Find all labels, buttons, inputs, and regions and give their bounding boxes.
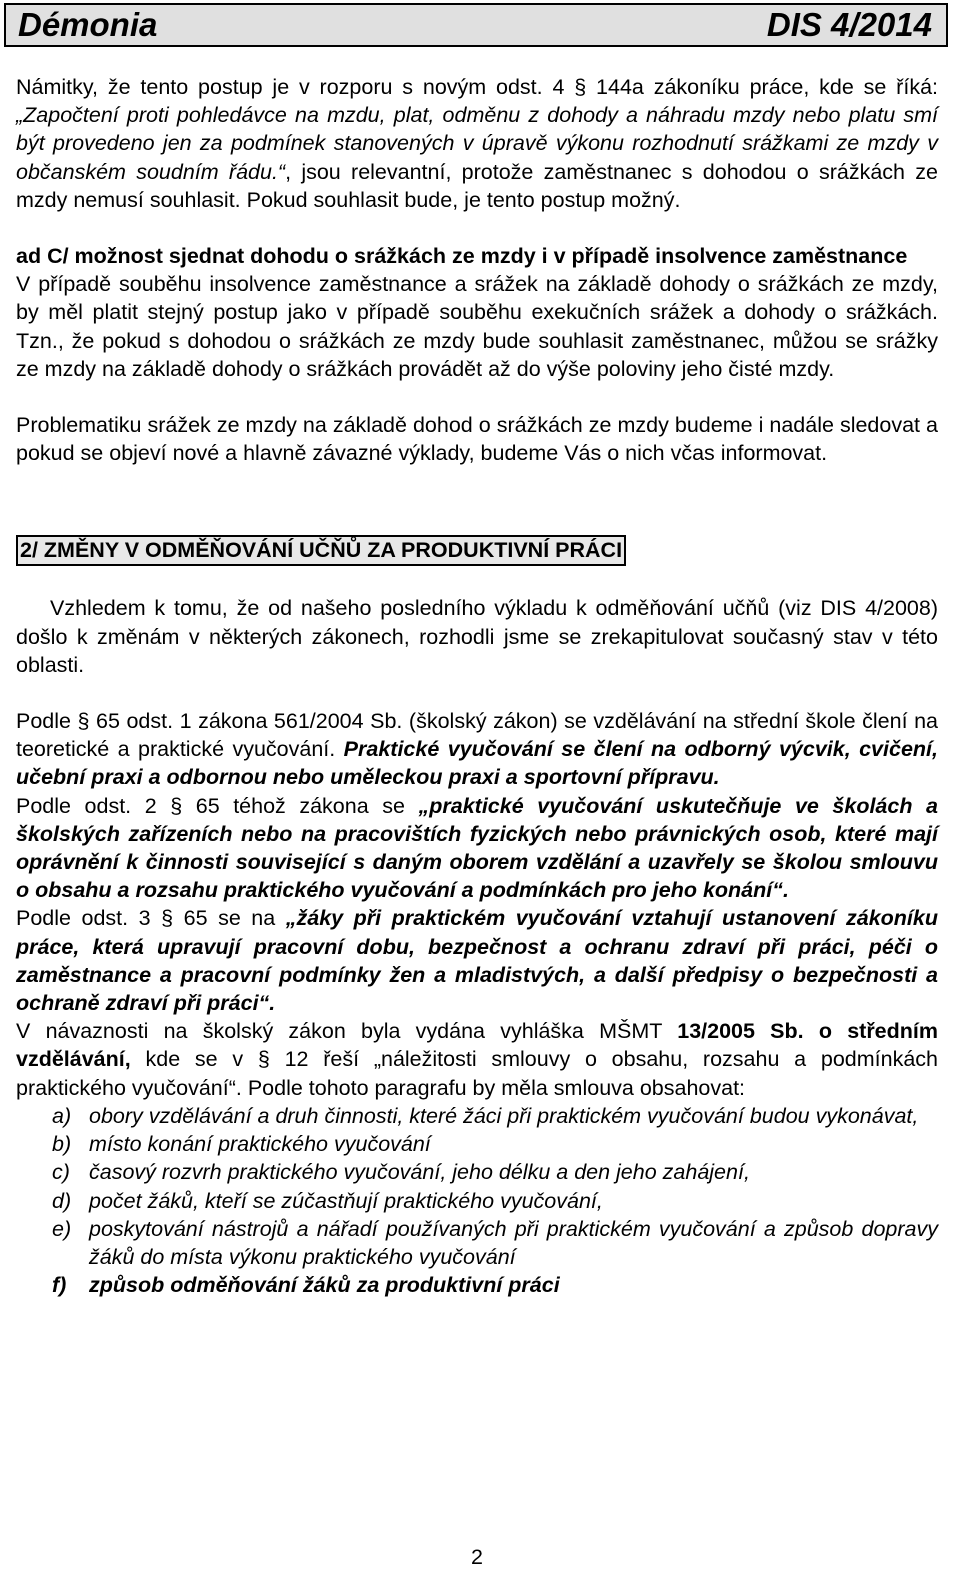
list-item: d) počet žáků, kteří se zúčastňují praktického vyučování,	[52, 1188, 603, 1213]
subsection-heading-c: ad C/ možnost sjednat dohodu o srážkách ze mzdy i v případě insolvence zaměstnance	[16, 244, 908, 269]
paragraph-objections-conclusion: , jsou relevantní, protože zaměstnanec s dohodou o srážkách ze mzdy nemusí souhlasit. Pokud souhlasit bude, je tento postup možný.	[16, 159, 938, 212]
document-body	[16, 73, 938, 1299]
list-item: c) časový rozvrh praktického vyučování, jeho délku a den jeho zahájení,	[52, 1160, 750, 1185]
decree-reference: 13/2005 Sb. o středním vzdělávání,	[16, 1019, 938, 1072]
paragraph-decree: V návaznosti na školský zákon byla vydána vyhláška MŠMT 13/2005 Sb. o středním vzdělávání, kde se v § 12 řeší „náležitosti smlouvy o obsahu, rozsahu a podmínkách praktického vyučování“. Podle tohoto paragrafu by měla smlouva obsahovat:	[16, 1019, 938, 1100]
header-brand: Démonia	[18, 5, 158, 43]
section-title: 2/ ZMĚNY V ODMĚŇOVÁNÍ UČŇŮ ZA PRODUKTIVNÍ PRÁCI	[16, 535, 626, 566]
emphasis-practical-teaching: Praktické vyučování se člení na odborný výcvik, cvičení, učební praxi a odbornou nebo uměleckou praxi a sportovní přípravu.	[16, 737, 938, 790]
list-item: b) místo konání praktického vyučování	[52, 1132, 431, 1157]
header-issue: DIS 4/2014	[766, 5, 932, 43]
law-quote: „Započtení proti pohledávce na mzdu, plat, odměnu z dohody a náhradu mzdy nebo platu smí být provedeno jen za podmínek stanovených v úpravě výkonu rozhodnutí srážkami ze mzdy v občanském soudním řádu.“	[16, 103, 938, 184]
quote-odst-2: „praktické vyučování uskutečňuje ve školách a školských zařízeních nebo na pracovištích fyzických nebo právnických osob, které mají oprávnění k činnosti související s daným oborem vzdělání a uzavřely se školou smlouvu o obsahu a rozsahu praktického vyučování a podmínkách pro jeho konání“.	[16, 793, 938, 903]
list-item: e) poskytování nástrojů a nářadí používaných při praktickém vyučování a způsob dopravy žáků do místa výkonu praktického vyučování	[52, 1216, 938, 1269]
paragraph-monitoring: Problematiku srážek ze mzdy na základě dohod o srážkách ze mzdy budeme i nadále sledovat a pokud se objeví nové a hlavně závazné výklady, budeme Vás o nich včas informovat.	[16, 413, 938, 466]
paragraph-odst-3: Podle odst. 3 § 65 se na „žáky při praktickém vyučování vztahují ustanovení zákoníku práce, která upravují pracovní dobu, bezpečnost a ochranu zdraví při práci, péči o zaměstnance a pracovní podmínky žen a mladistvých, a další předpisy o bezpečnosti a ochraně zdraví při práci“.	[16, 906, 938, 1016]
contract-requirements-list	[16, 1102, 938, 1299]
paragraph-odst-2: Podle odst. 2 § 65 téhož zákona se „praktické vyučování uskutečňuje ve školách a školských zařízeních nebo na pracovištích fyzických nebo právnických osob, které mají oprávnění k činnosti související s daným oborem vzdělání a uzavřely se školou smlouvu o obsahu a rozsahu praktického vyučování a podmínkách pro jeho konání“.	[16, 793, 938, 903]
list-item: a) obory vzdělávání a druh činnosti, které žáci při praktickém vyučování budou vykonávat,	[52, 1103, 919, 1128]
paragraph-insolvence: V případě souběhu insolvence zaměstnance a srážek na základě dohody o srážkách ze mzdy, by měl platit stejný postup jako v případě souběhu exekučních srážek a dohody o srážkách. Tzn., že pokud s dohodou o srážkách ze mzdy bude souhlasit zaměstnanec, můžou se srážky ze mzdy na základě dohody o srážkách provádět až do výše poloviny jeho čisté mzdy.	[16, 272, 938, 381]
section-heading	[16, 535, 938, 566]
quote-odst-3: „žáky při praktickém vyučování vztahují ustanovení zákoníku práce, která upravují pracovní dobu, bezpečnost a ochranu zdraví při práci, péči o zaměstnance a pracovní podmínky žen a mladistvých, a další předpisy o bezpečnosti a ochraně zdraví při práci“.	[16, 906, 938, 1016]
list-item: f) způsob odměňování žáků za produktivní práci	[52, 1273, 560, 1298]
paragraph-school-law: Podle § 65 odst. 1 zákona 561/2004 Sb. (školský zákon) se vzdělávání na střední škole člení na teoretické a praktické vyučování. Praktické vyučování se člení na odborný výcvik, cvičení, učební praxi a odbornou nebo uměleckou praxi a sportovní přípravu.	[16, 709, 938, 790]
paragraph-objections	[16, 73, 938, 214]
page-number: 2	[471, 1545, 483, 1569]
page-header	[4, 3, 948, 47]
paragraph-intro-apprentices: Vzhledem k tomu, že od našeho posledního výkladu k odměňování učňů (viz DIS 4/2008) došlo k změnám v některých zákonech, rozhodli jsme se zrekapitulovat současný stav v této oblasti.	[16, 596, 938, 677]
paragraph-objections-intro: Námitky, že tento postup je v rozporu s novým odst. 4 § 144a zákoníku práce, kde se říká:	[16, 75, 938, 99]
